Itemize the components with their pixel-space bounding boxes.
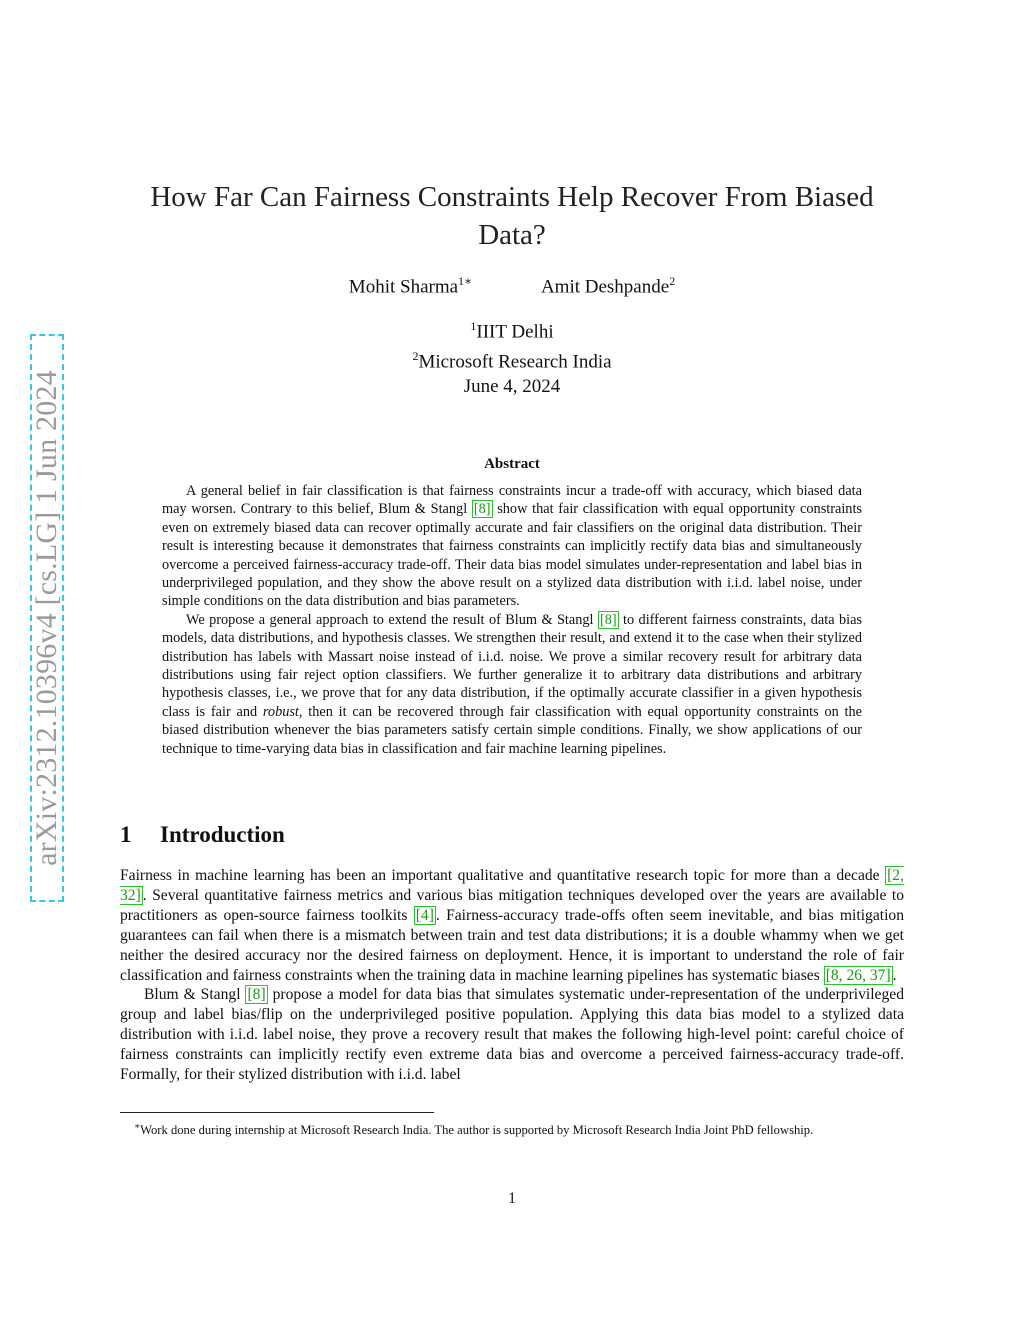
paper-title: How Far Can Fairness Constraints Help Recover From Biased Data?	[150, 181, 874, 251]
emphasis: robust	[262, 703, 299, 720]
text-run: propose a model for data bias that simulates systematic under-representation of the underprivileged group and label bias/flip on the underprivileged positive population. Applying this data bias model to a stylized data distribution with i.i.d. label noise, they prove a recovery result that makes the following high-level point: careful choice of fairness constraints can implicitly rectify even extreme data bias and overcome a perceived fairness-accuracy trade-off. Formally, for their stylized distribution with i.i.d. label	[120, 986, 904, 1084]
affiliation	[0, 344, 1024, 374]
arxiv-stamp[interactable]	[30, 334, 64, 902]
footnote	[120, 1118, 904, 1138]
text-run: .	[892, 966, 897, 984]
citation-link[interactable]: [8]	[599, 611, 617, 628]
author-mark: 1∗	[458, 274, 473, 288]
citation-link[interactable]: [8]	[473, 501, 491, 518]
section-number: 1	[120, 822, 132, 847]
abstract-heading: Abstract	[484, 456, 540, 472]
citation-link[interactable]: [2, 32]	[120, 867, 904, 904]
text-run: . Fairness-accuracy trade-offs often seem inevitable, and bias mitigation guarantees can fail when there is a mismatch between train and test data distributions; it is a double whammy when we get neither the desired accuracy nor the desired fairness on deployment. Hence, it is important to understand the role of fair classification and fairness constraints when the training data in machine learning pipelines has systematic biases	[120, 906, 904, 984]
arxiv-id: arXiv:2312.10396v4 [cs.LG] 1 Jun 2024	[30, 370, 63, 866]
paper-date: June 4, 2024	[463, 376, 561, 397]
text-run: We propose a general approach to extend the result of Blum & Stangl	[186, 611, 598, 628]
body-paragraph	[120, 985, 904, 1085]
section-title: Introduction	[160, 822, 285, 847]
affiliation	[0, 314, 1024, 344]
abstract-paragraph	[162, 482, 862, 611]
abstract-body	[162, 482, 862, 758]
abstract-paragraph	[162, 611, 862, 758]
text-run: A general belief in fair classification is that fairness constraints incur a trade-off with accuracy, which biased data may worsen. Contrary to this belief, Blum & Stangl	[162, 483, 862, 518]
footnote-divider	[120, 1112, 434, 1113]
text-run: show that fair classification with equal opportunity constraints even on extremely biased data can recover optimally accurate and fair classifiers on the original data distribution. Their result is interesting because it demonstrates that fairness constraints can implicitly rectify data bias and simultaneously overcome a perceived fairness-accuracy trade-off. Their data bias model simulates under-representation and label bias in underprivileged population, and they show the above result on a stylized data distribution with i.i.d. label noise, under simple conditions on the data distribution and bias parameters.	[162, 501, 862, 610]
text-run: to different fairness constraints, data bias models, data distributions, and hypothesis classes. We strengthen their result, and extend it to the case when their stylized distribution has labels with Massart noise instead of i.i.d. noise. We prove a similar recovery result for arbitrary data distributions using fair reject option classifiers. We further generalize it to arbitrary data distributions and arbitrary hypothesis classes, i.e., we prove that for any data distribution, if the optimally accurate classifier in a given hypothesis class is fair and	[162, 611, 862, 720]
section-heading	[120, 822, 285, 848]
text-run: . Several quantitative fairness metrics and various bias mitigation techniques developed over the years are available to practitioners as open-source fairness toolkits	[120, 886, 904, 924]
citation-link[interactable]: [4]	[415, 906, 434, 924]
introduction-body	[120, 866, 904, 1085]
author	[541, 274, 675, 298]
affiliation-mark: 1	[470, 319, 477, 333]
affiliation-name: Microsoft Research India	[418, 351, 612, 373]
author	[349, 274, 472, 298]
affiliation-name: IIIT Delhi	[476, 321, 554, 343]
text-run: Fairness in machine learning has been an important qualitative and quantitative research topic for more than a decade	[120, 867, 886, 884]
author-mark: 2	[669, 274, 676, 288]
body-paragraph	[120, 866, 904, 985]
author-list	[0, 274, 1024, 298]
affiliation-list	[0, 314, 1024, 375]
page-number: 1	[508, 1190, 516, 1207]
author-name: Mohit Sharma	[348, 276, 459, 298]
citation-link[interactable]: [8, 26, 37]	[825, 966, 891, 984]
footnote-text: Work done during internship at Microsoft Research India. The author is supported by Microsoft Research India Joint PhD fellowship.	[140, 1123, 814, 1138]
text-run: Blum & Stangl	[144, 986, 246, 1004]
author-name: Amit Deshpande	[540, 276, 670, 298]
citation-link[interactable]: [8]	[247, 986, 266, 1004]
footnote-mark: ∗	[134, 1121, 141, 1131]
affiliation-mark: 2	[412, 349, 419, 364]
text-run: , then it can be recovered through fair classification with equal opportunity constraints on the biased distribution whenever the bias parameters satisfy certain simple conditions. Finally, we show applications of our technique to time-varying data bias in classification and fair machine learning pipelines.	[162, 703, 863, 757]
